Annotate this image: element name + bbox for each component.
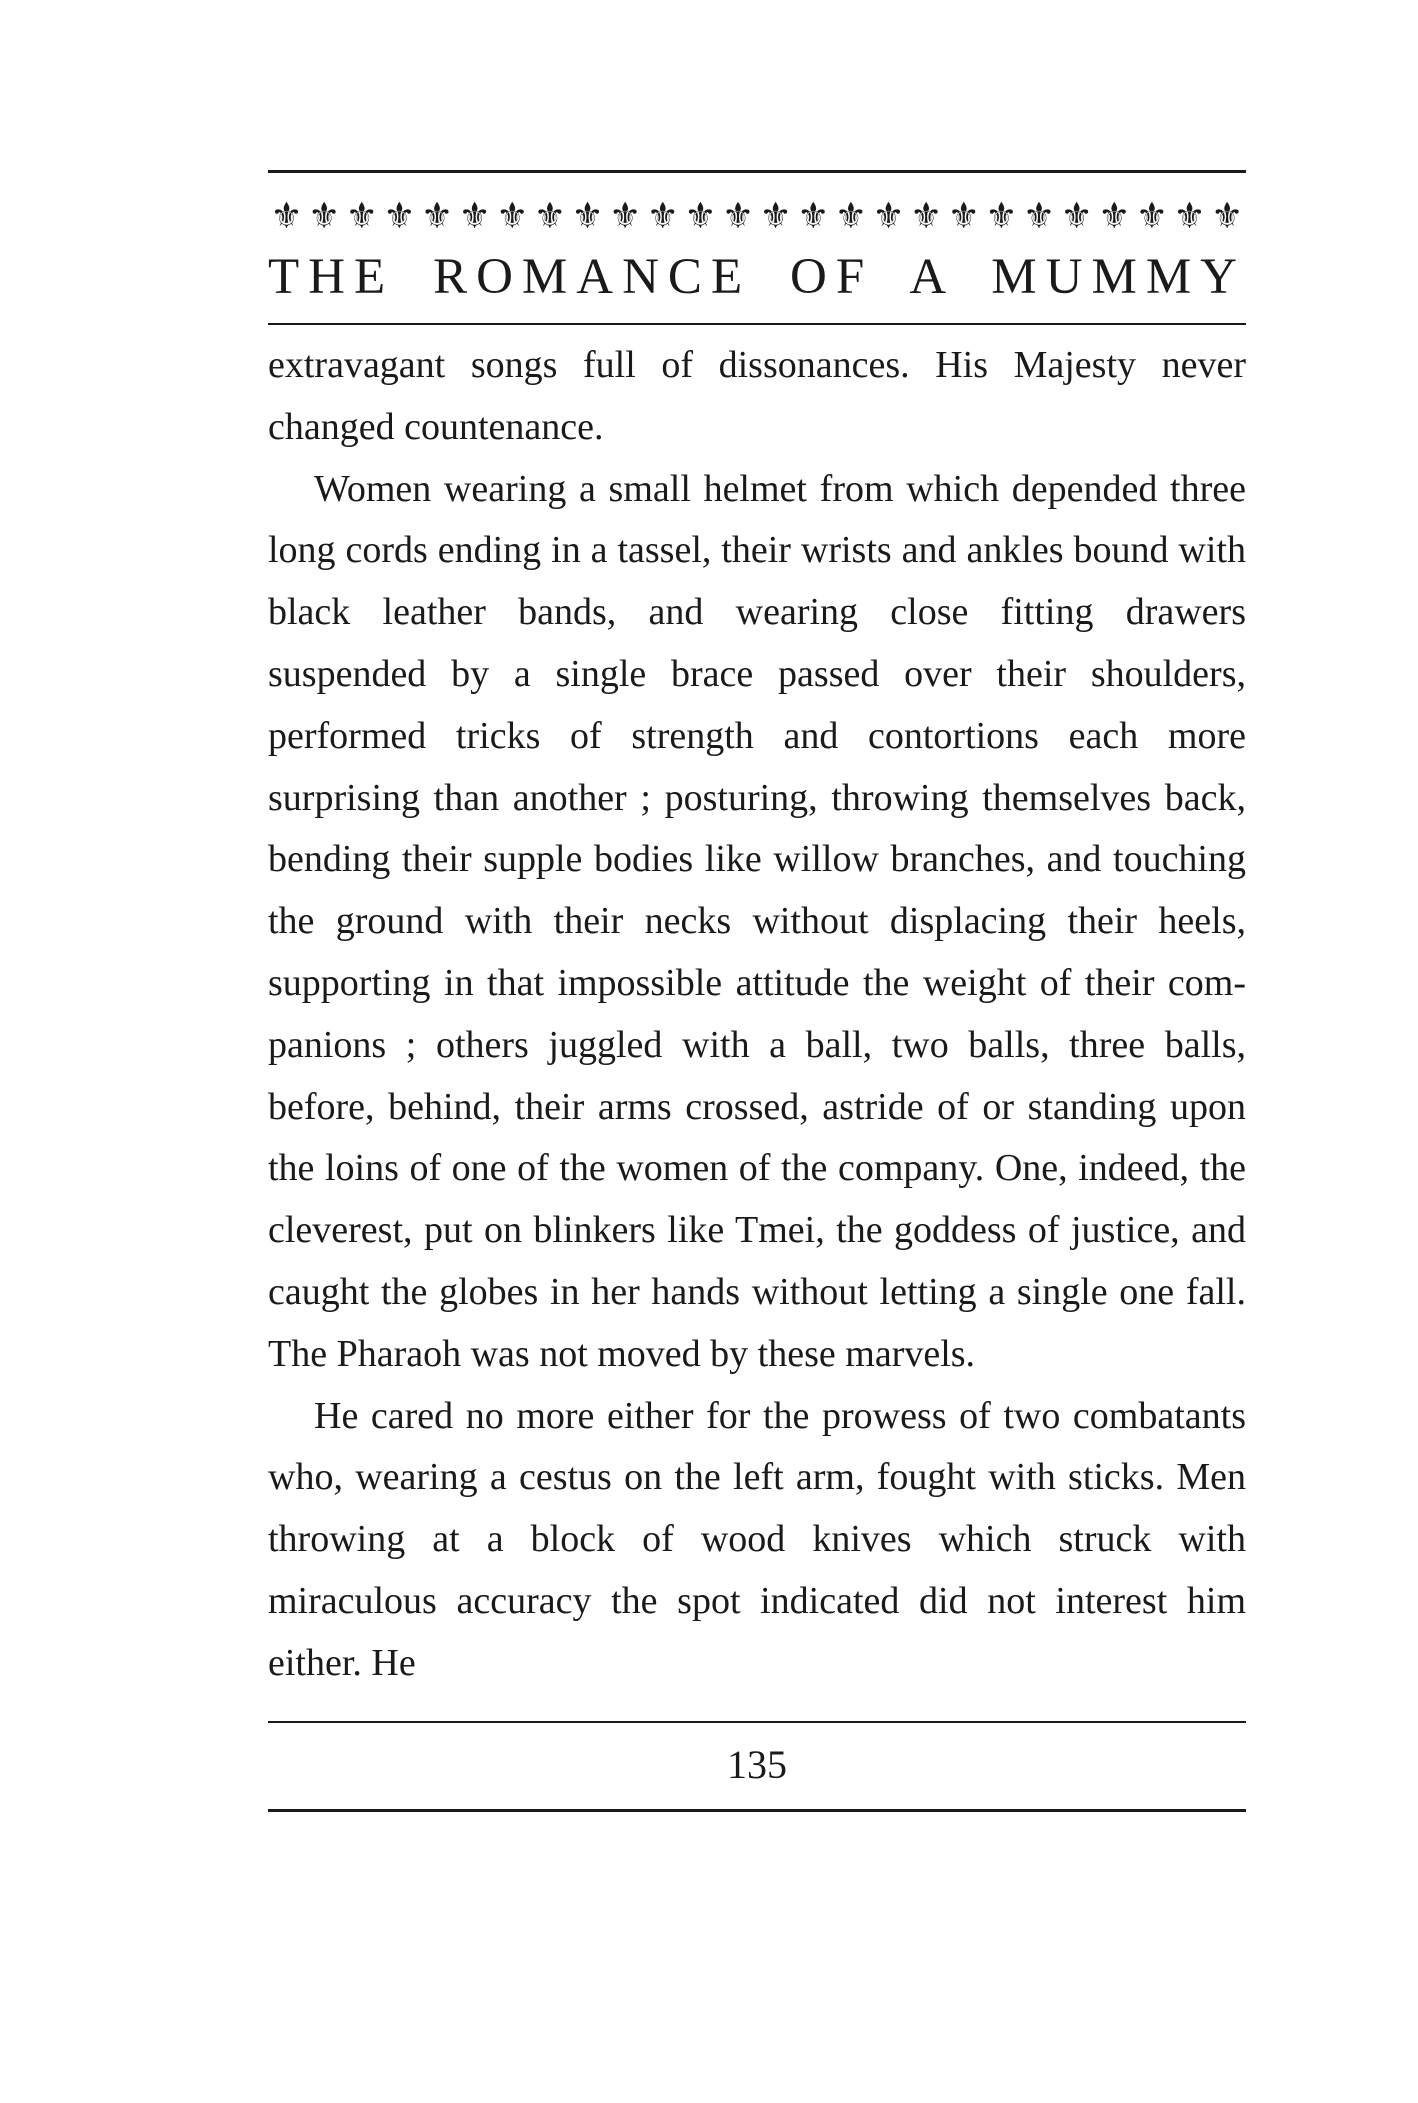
fleur-de-lis-icon: ⚜ [533, 196, 567, 236]
fleur-de-lis-icon: ⚜ [345, 196, 378, 236]
paragraph-1: extravagant songs full of dissonances. His Majesty never changed countenance. [268, 344, 1246, 448]
header-rule [268, 323, 1246, 325]
fleur-de-lis-icon: ⚜ [872, 196, 905, 236]
fleur-de-lis-icon: ⚜ [496, 196, 529, 236]
fleur-de-lis-icon: ⚜ [1098, 196, 1131, 236]
fleur-de-lis-icon: ⚜ [646, 196, 679, 236]
footer-rule [268, 1721, 1246, 1723]
fleur-de-lis-icon: ⚜ [834, 196, 868, 236]
top-rule [268, 170, 1246, 173]
fleur-de-lis-icon: ⚜ [458, 196, 491, 236]
fleur-de-lis-icon: ⚜ [1022, 196, 1056, 236]
paragraph-3: He cared no more either for the prowess of two combatants who, wearing a cestus on the left arm, fought with sticks. Men throwing at a block of wood knives which struck with miraculous accuracy the spot indicated did not interest him either. He [268, 1394, 1246, 1684]
paragraph-2: Women wearing a small helmet from which depended three long cords ending in a tassel, their wrists and ankles bound with black leather bands, and wearing close fitting drawers suspended by a single brace passed over their shoulders, performed tricks of strength and contortions each more surprising than another ; posturing, throwing themselves back, bending their supple bodies like willow branches, and touching the ground with their necks without displacing their heels, supporting in that impossible attitude the weight of their companions ; others juggled with a ball, two balls, three balls, before, behind, their arms crossed, astride of or standing upon the loins of one of the women of the company. One, indeed, the cleverest, put on blinkers like Tmei, the goddess of justice, and caught the globes in her hands without letting a single one fall. The Pharaoh was not moved by these marvels. [268, 467, 1246, 1375]
fleur-de-lis-icon: ⚜ [759, 196, 792, 236]
fleur-de-lis-icon: ⚜ [1135, 196, 1169, 236]
fleuron-ornament-band [268, 193, 1246, 239]
book-page [268, 170, 1246, 1812]
fleur-de-lis-icon: ⚜ [797, 196, 830, 236]
bottom-rule [268, 1809, 1246, 1812]
fleur-de-lis-icon: ⚜ [608, 196, 642, 236]
fleur-de-lis-icon: ⚜ [684, 196, 717, 236]
fleur-de-lis-icon: ⚜ [1210, 196, 1244, 236]
fleur-de-lis-icon: ⚜ [909, 196, 943, 236]
fleur-de-lis-icon: ⚜ [1173, 196, 1206, 236]
body-text [268, 335, 1246, 1695]
fleur-de-lis-icon: ⚜ [383, 196, 416, 236]
fleur-de-lis-icon: ⚜ [1060, 196, 1093, 236]
fleur-de-lis-icon: ⚜ [571, 196, 604, 236]
fleur-de-lis-icon: ⚜ [947, 196, 980, 236]
fleur-de-lis-icon: ⚜ [721, 196, 755, 236]
fleur-de-lis-icon: ⚜ [270, 196, 303, 236]
page-number: 135 [727, 1741, 787, 1787]
fleur-de-lis-icon: ⚜ [307, 196, 341, 236]
fleur-de-lis-icon: ⚜ [420, 196, 454, 236]
running-title: THE ROMANCE OF A MUMMY [268, 249, 1246, 305]
fleur-de-lis-icon: ⚜ [985, 196, 1018, 236]
